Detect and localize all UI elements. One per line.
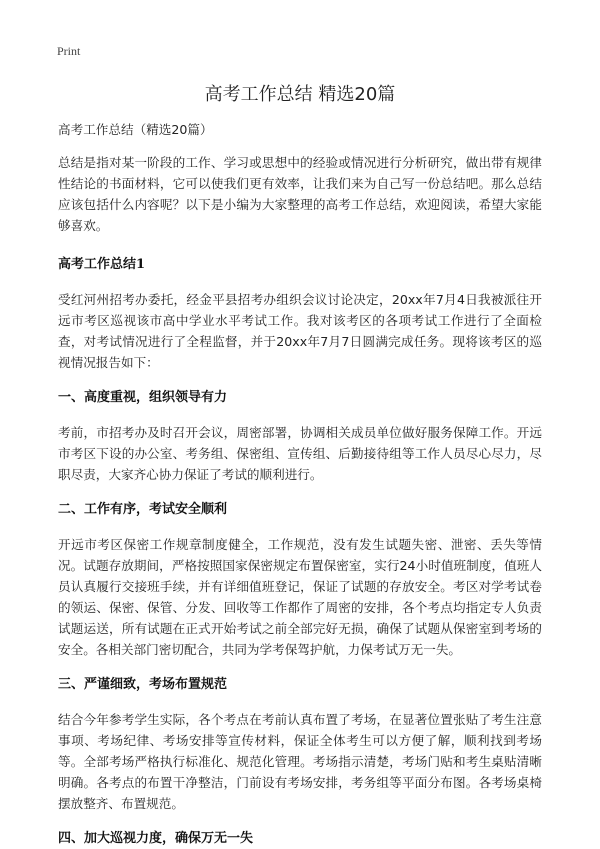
- heading-2: 二、工作有序，考试安全顺利: [58, 502, 228, 517]
- page-title: 高考工作总结 精选20篇: [204, 84, 396, 105]
- section-1-paragraph: 受红河州招考办委托，经金平县招考办组织会议讨论决定，20xx年7月4日我被派往开远市考区巡视该市高中学业水平考试工作。我对该考区的各项考试工作进行了全面检查，对考试情况进行了全程监督，并于20xx年7月7日圆满完成任务。现将该考区的巡视情况报告如下：: [58, 292, 542, 370]
- section-1-title: 高考工作总结1: [58, 257, 146, 272]
- heading-4: 四、加大巡视力度，确保万无一失: [58, 831, 254, 846]
- intro-paragraph: 总结是指对某一阶段的工作、学习或思想中的经验或情况进行分析研究，做出带有规律性结论的书面材料，它可以使我们更有效率，让我们来为自己写一份总结吧。那么总结应该包括什么内容呢？以下是小编为大家整理的高考工作总结，欢迎阅读，希望大家能够喜欢。: [58, 155, 542, 233]
- print-link[interactable]: Print: [57, 44, 81, 58]
- paragraph-3: 结合今年参考学生实际，各个考点在考前认真布置了考场，在显著位置张贴了考生注意事项、考场纪律、考场安排等宣传材料，保证全体考生可以方便了解，顺利找到考场等。全部考场严格执行标准化、规范化管理。考场指示清楚，考场门贴和考生桌贴清晰明确。各考点的布置干净整洁，门前设有考场安排，考务组等平面分布图。各考场桌椅摆放整齐、布置规范。: [58, 712, 542, 811]
- heading-3: 三、严谨细致，考场布置规范: [58, 677, 228, 692]
- paragraph-1: 考前，市招考办及时召开会议，周密部署，协调相关成员单位做好服务保障工作。开远市考区下设的办公室、考务组、保密组、宣传组、后勤接待组等工作人员尽心尽力，尽职尽责，大家齐心协力保证了考试的顺利进行。: [58, 425, 542, 482]
- document-subtitle: 高考工作总结（精选20篇）: [58, 122, 213, 137]
- document-body: [58, 119, 542, 849]
- heading-1: 一、高度重视，组织领导有力: [58, 390, 228, 405]
- paragraph-2: 开远市考区保密工作规章制度健全，工作规范，没有发生试题失密、泄密、丢失等情况。试题存放期间，严格按照国家保密规定布置保密室，实行24小时值班制度，值班人员认真履行交接班手续，并有详细值班登记，保证了试题的存放安全。考区对学考试卷的领运、保密、保管、分发、回收等工作都作了周密的安排，各个考点均指定专人负责试题运送，所有试题在正式开始考试之前全部完好无损，确保了试题从保密室到考场的安全。各相关部门密切配合，共同为学考保驾护航，力保考试万无一失。: [58, 537, 542, 657]
